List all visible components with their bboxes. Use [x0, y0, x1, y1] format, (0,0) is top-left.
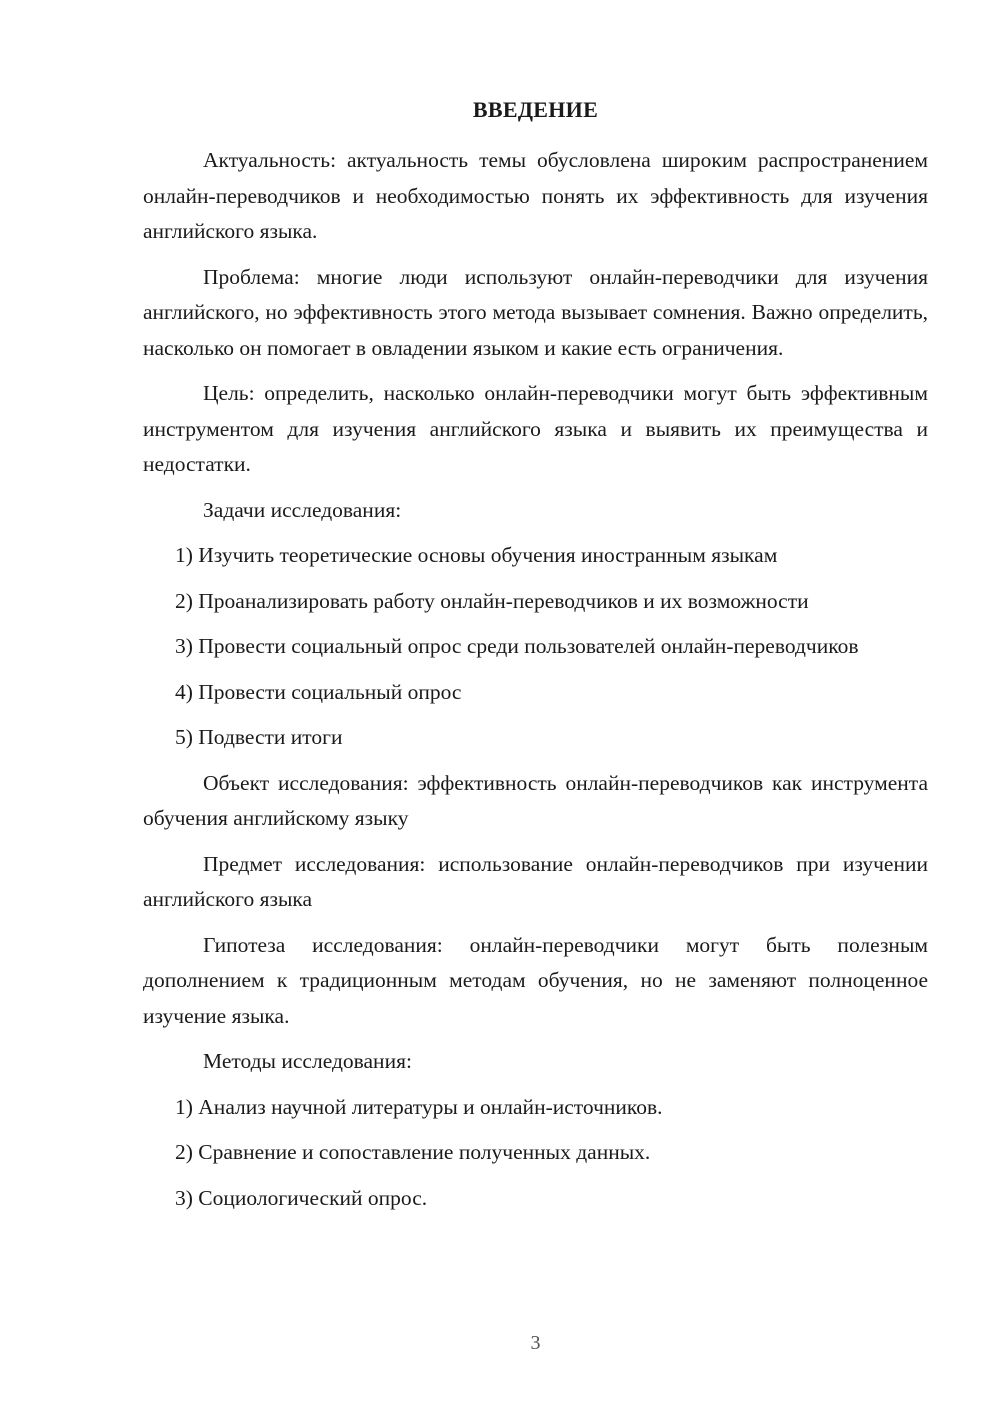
task-item-1: 1) Изучить теоретические основы обучения иностранным языкам [175, 543, 778, 567]
paragraph-object: Объект исследования: эффективность онлайн-переводчиков как инструмента обучения английскому языку [143, 770, 928, 830]
method-item-3: 3) Социологический опрос. [175, 1185, 428, 1210]
methods-heading: Методы исследования: [203, 1049, 412, 1073]
paragraph-goal: Цель: определить, насколько онлайн-переводчики могут быть эффективным инструментом для изучения английского языка и выявить их преимущества и недостатки. [143, 381, 928, 476]
method-item-1: 1) Анализ научной литературы и онлайн-источников. [175, 1094, 663, 1119]
task-item-2: 2) Проанализировать работу онлайн-переводчиков и их возможности [175, 588, 809, 613]
paragraph-problem: Проблема: многие люди используют онлайн-переводчики для изучения английского, но эффективность этого метода вызывает сомнения. Важно определить, насколько он помогает в овладении языком и какие есть ограничения. [143, 264, 928, 360]
page-number: 3 [530, 1332, 541, 1354]
task-item-3: 3) Провести социальный опрос среди пользователей онлайн-переводчиков [175, 634, 859, 658]
task-item-4: 4) Провести социальный опрос [175, 679, 462, 704]
paragraph-relevance: Актуальность: актуальность темы обусловлена широким распространением онлайн-переводчиков и необходимостью понять их эффективность для изучения английского языка. [143, 148, 928, 243]
paragraph-subject: Предмет исследования: использование онлайн-переводчиков при изучении английского языка [143, 851, 928, 911]
method-item-2: 2) Сравнение и сопоставление полученных данных. [175, 1140, 651, 1164]
paragraph-hypothesis: Гипотеза исследования: онлайн-переводчики могут быть полезным дополнением к традиционным методам обучения, но не заменяют полноценное изучение языка. [143, 932, 928, 1028]
section-title: ВВЕДЕНИЕ [472, 97, 599, 122]
task-item-5: 5) Подвести итоги [175, 725, 343, 749]
document-page [143, 0, 928, 1414]
tasks-heading: Задачи исследования: [203, 497, 402, 522]
document-body [143, 143, 928, 1226]
